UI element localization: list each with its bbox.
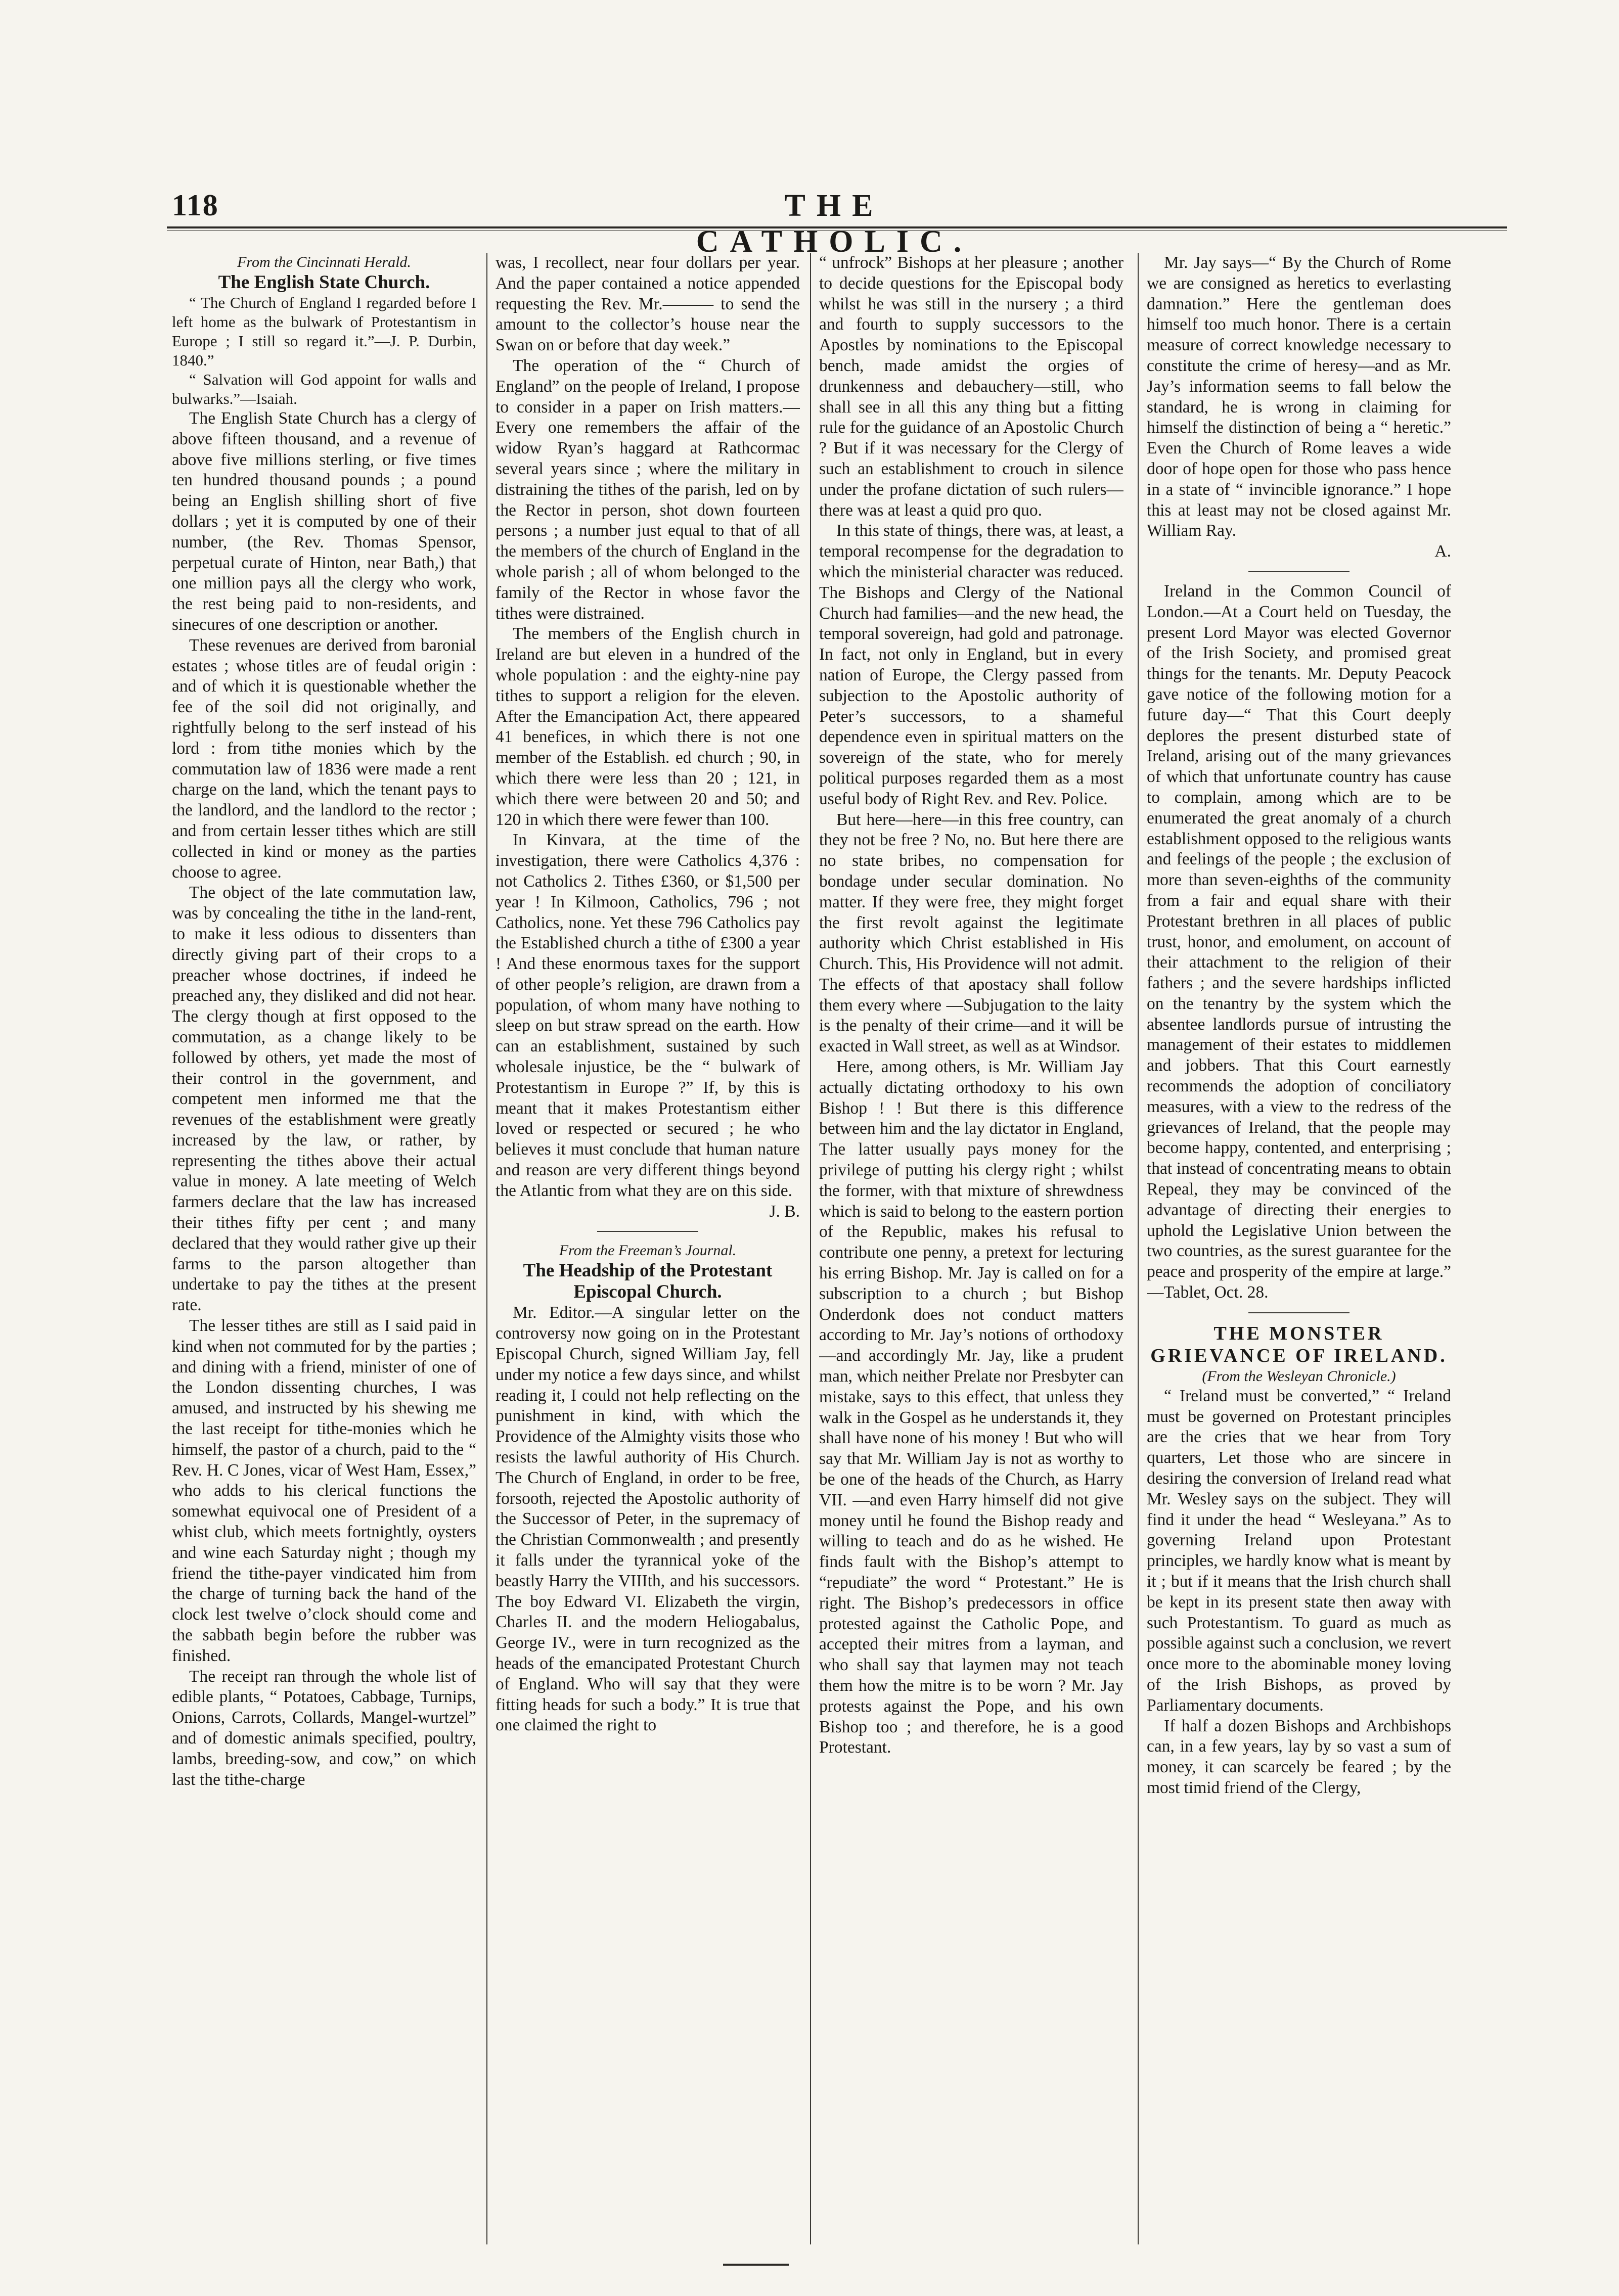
- paragraph: Here, among others, is Mr. William Jay actually dictating orthodoxy to his own Bishop ! ! But there is this difference between him and the lay dictator in England, The latter usually pays money for the privilege of putting his clergy right ; whilst the former, with that mixture of shrewdness which is said to belong to the eastern portion of the Republic, makes his refusal to contribute one penny, a pretext for lecturing his erring Bishop. Mr. Jay is called on for a subscription to a church ; but Bishop Onderdonk does not conduct matters according to Mr. Jay’s notions of orthodoxy—and accordingly Mr. Jay, like a prudent man, which neither Prelate nor Presbyter can mistake, says to this effect, that unless they walk in the Gospel as he understands it, they shall have none of his money ! But who will say that Mr. William Jay is not as worthy to be one of the heads of the Church, as Harry VII. —and even Harry himself did not give money until he found the Bishop ready and willing to teach and do as he wished. He finds fault with the Bishop’s attempt to “repudiate” the word “ Protestant.” He is right. The Bishop’s predecessors in office protested against the Catholic Pope, and accepted their mitres from a layman, and who shall say that laymen may not teach them how the mitre is to be worn ? Mr. Jay protests against the Pope, and his own Bishop too ; and therefore, he is a good Protestant.: [819, 1058, 1123, 1757]
- paragraph: Ireland in the Common Council of London.—At a Court held on Tuesday, the present Lord Mayor was elected Governor of the Irish Society, and promised great things for the tenants. Mr. Deputy Peacock gave notice of the following motion for a future day—“ That this Court deeply deplores the present disturbed state of Ireland, arising out of the many grievances of which that unfortunate country has cause to complain, among which are to be enumerated the great anomaly of a church establishment opposed to the religious wants and feelings of the people ; the exclusion of more than seven-eighths of the community from a fair and equal share with their Protestant brethren in all places of public trust, honor, and emolument, on account of their attachment to the religion of their fathers ; and the severe hardships inflicted on the tenantry by the system which the absentee landlords pursue of intrusting the management of their estates to middlemen and jobbers. That this Court earnestly recommends the adoption of conciliatory measures, with a view to the redress of the grievances of Ireland, that the people may become happy, contented, and enterprising ; that instead of concentrating means to obtain Repeal, they may be convinced of the advantage of directing their energies to uphold the Legislative Union between the two countries, as the surest guarantee for the peace and prosperity of the empire at large.” —Tablet, Oct. 28.: [1147, 581, 1451, 1302]
- paragraph: “ Ireland must be converted,” “ Ireland must be governed on Protestant principles are the cries that we hear from Tory quarters, Let those who are sincere in desiring the conversion of Ireland read what Mr. Wesley says on the subject. They will find it under the head “ Wesleyana.” As to governing Ireland upon Protestant principles, we hardly know what is meant by it ; but if it means that the Irish church shall be kept in its present state then away with such Protestantism. To guard as much as possible against such a conclusion, we revert once more to the abominable money loving of the Irish Bishops, as proved by Parliamentary documents.: [1147, 1386, 1451, 1715]
- paragraph: The receipt ran through the whole list of edible plants, “ Potatoes, Cabbage, Turnips, Onions, Carrots, Collards, Mangel-wurtzel” and of domestic animals specified, poultry, lambs, breeding-sow, and cow,” on which last the tithe-charge: [172, 1667, 476, 1789]
- epigraph: “ The Church of England I regarded before I left home as the bulwark of Protestantism in Europe ; I still so regard it.”—J. P. Durbin, 1840.”: [172, 294, 476, 369]
- article-separator: [597, 1231, 698, 1232]
- paragraph: The object of the late commutation law, was by concealing the tithe in the land-rent, to make it less odious to dissenters than directly giving part of their crops to a preacher whose doctrines, if indeed he preached any, they disliked and did not hear. The clergy though at first opposed to the commutation, as a change likely to be followed by others, yet made the most of their control in the government, and competent men informed me that the revenues of the establishment were greatly increased by the law, or rather, by representing the tithes above their actual value in money. A late meeting of Welch farmers declare that the law has increased their tithes fifty per cent ; and many declared that they would rather give up their farms to the parson altogether than undertake to pay the tithes at the present rate.: [172, 883, 476, 1315]
- article-separator: [1248, 1312, 1350, 1313]
- article-heading: The Headship of the Protestant Episcopal Church.: [523, 1260, 773, 1303]
- article-heading: The English State Church.: [218, 272, 430, 293]
- column-1: [172, 253, 476, 2255]
- column-2: [496, 253, 800, 2255]
- paragraph: The lesser tithes are still as I said paid in kind when not commuted for by the parties ; and dining with a friend, minister of one of the London dissenting churches, I was amused, and instructed by his shewing me the last receipt for tithe-monies which he himself, the pastor of a church, paid to the “ Rev. H. C Jones, vicar of West Ham, Essex,” who adds to his clerical functions the somewhat equivocal one of President of a whist club, which meets fortnightly, oysters and wine each Saturday night ; though my friend the tithe-payer vindicated him from the charge of turning back the hand of the clock lest twelve o’clock should come and the sabbath begin before the rubber was finished.: [172, 1316, 476, 1665]
- footer-rule: [723, 2264, 789, 2266]
- signature: A.: [1434, 542, 1451, 561]
- article-source: From the Freeman’s Journal.: [559, 1242, 737, 1259]
- article-separator: [1248, 571, 1350, 572]
- paragraph: The operation of the “ Church of England” on the people of Ireland, I propose to consider in a paper on Irish matters.—Every one remembers the affair of the widow Ryan’s haggard at Rathcormac several years since ; where the military in distraining the tithes of the parish, led on by the Rector in person, shot down fourteen persons ; a number just equal to that of all the members of the church of England in the whole parish ; all of whom belonged to the family of the Rector in whose favor the tithes were distrained.: [496, 356, 800, 623]
- paragraph: The English State Church has a clergy of above fifteen thousand, and a revenue of above five millions sterling, or five times ten hundred thousand pounds ; a pound being an English shilling short of five dollars ; yet it is computed by one of their number, (the Rev. Thomas Spensor, perpetual curate of Hinton, near Bath,) that one million pays all the clergy who work, the rest being paid to non-residents, and sinecures of one description or another.: [172, 409, 476, 634]
- column-3: [819, 253, 1123, 2255]
- paragraph: In this state of things, there was, at least, a temporal recompense for the degradation to which the ministerial character was reduced. The Bishops and Clergy of the National Church had families—and the new head, the temporal sovereign, had gold and patronage. In fact, not only in England, but in every nation of Europe, the Clergy passed from subjection to the Apostolic authority of Peter’s successors, to a shameful dependence even in spiritual matters on the sovereign of the state, who for merely political purposes regarded them as a most useful body of Right Rev. and Rev. Police.: [819, 521, 1123, 808]
- paragraph: was, I recollect, near four dollars per year. And the paper contained a notice appended requesting the Rev. Mr.——— to send the amount to the collector’s house near the Swan on or before that day week.”: [496, 253, 800, 355]
- article-heading: THE MONSTER GRIEVANCE OF IRELAND.: [1150, 1322, 1448, 1366]
- page-number: 118: [172, 189, 219, 222]
- masthead-title: THE CATHOLIC.: [696, 189, 973, 259]
- column-divider: [486, 253, 487, 2244]
- article-source: (From the Wesleyan Chronicle.): [1202, 1367, 1396, 1385]
- paragraph: These revenues are derived from baronial estates ; whose titles are of feudal origin : and of which it is questionable whether the fee of the soil did not originally, and rightfully belong to the serf instead of his lord : from tithe monies which by the commutation law of 1836 were made a rent charge on the land, which the tenant pays to the landlord, and the landlord to the rector ; and from certain lesser tithes which are still collected in kind or money as the parties choose to agree.: [172, 635, 476, 882]
- paragraph: Mr. Editor.—A singular letter on the controversy now going on in the Protestant Episcopal Church, signed William Jay, fell under my notice a few days since, and whilst reading it, I could not help reflecting on the punishment in kind, with which the Providence of the Almighty visits those who resists the lawful authority of His Church. The Church of England, in order to be free, forsooth, rejected the Apostolic authority of the Successor of Peter, in the supremacy of the Christian Commonwealth ; and presently it falls under the tyrannical yoke of the beastly Harry the VIIIth, and his successors. The boy Edward VI. Elizabeth the virgin, Charles II. and the modern Heliogabalus, George IV., were in turn recognized as the heads of the emancipated Protestant Church of England. Who will say that they were fitting heads for such a body.” It is true that one claimed the right to: [496, 1303, 800, 1735]
- column-divider: [810, 253, 811, 2244]
- header-rule: [167, 226, 1507, 228]
- article-source: From the Cincinnati Herald.: [237, 254, 411, 270]
- epigraph: “ Salvation will God appoint for walls and bulwarks.”—Isaiah.: [172, 371, 476, 407]
- paragraph: If half a dozen Bishops and Archbishops can, in a few years, lay by so vast a sum of money, it can scarcely be feared ; by the most timid friend of the Clergy,: [1147, 1716, 1451, 1797]
- paragraph: “ unfrock” Bishops at her pleasure ; another to decide questions for the Episcopal body whilst he was still in the nursery ; a third and fourth to supply successors to the Apostles by nominations to the Episcopal bench, made amidst the orgies of drunkenness and debauchery—still, who shall see in all this any thing but a fitting rule for the guidance of an Apostolic Church ? But if it was necessary for the Clergy of such an establishment to crouch in silence under the profane dictation of such rulers—there was at least a quid pro quo.: [819, 253, 1123, 520]
- paragraph: In Kinvara, at the time of the investigation, there were Catholics 4,376 : not Catholics 2. Tithes £360, or $1,500 per year ! In Kilmoon, Catholics, 796 ; not Catholics, none. Yet these 796 Catholics pay the Established church a tithe of £300 a year ! And these enormous taxes for the support of other people’s religion, are drawn from a population, of whom many have nothing to sleep on but straw spread on the earth. How can an establishment, sustained by such wholesale injustice, be the “ bulwark of Protestantism in Europe ?” If, by this is meant that it makes Protestantism either loved or respected or secured ; he who believes it must conclude that human nature and reason are very different things beyond the Atlantic from what they are on this side.: [496, 831, 800, 1200]
- paragraph: The members of the English church in Ireland are but eleven in a hundred of the whole population : and the eighty-nine pay tithes to support a religion for the eleven. After the Emancipation Act, there appeared 41 benefices, in which there is not one member of the Establish. ed church ; 90, in which there were less than 20 ; 121, in which there were between 20 and 50; and 120 in which there were fewer than 100.: [496, 624, 800, 829]
- paragraph: But here—here—in this free country, can they not be free ? No, no. But here there are no state bribes, no compensation for bondage under secular domination. No matter. If they were free, they might forget the first revolt against the legitimate authority which Christ established in His Church. This, His Providence will not admit. The effects of that apostacy shall follow them every where —Subjugation to the laity is the penalty of their crime—and it will be exacted in Wall street, as well as at Windsor.: [819, 810, 1123, 1056]
- column-4: [1147, 253, 1451, 2255]
- signature: J. B.: [769, 1202, 800, 1221]
- paragraph: Mr. Jay says—“ By the Church of Rome we are consigned as heretics to everlasting damnation.” Here the gentleman does himself too much honor. There is a certain measure of correct knowledge necessary to constitute the crime of heresy—and as Mr. Jay’s information seems to fall below the standard, he is wrong in claiming for himself the distinction of being a “ heretic.” Even the Church of Rome leaves a wide door of hope open for those who pass hence in a state of “ invincible ignorance.” I hope this at least may not be closed against Mr. William Ray.: [1147, 253, 1451, 540]
- column-divider: [1138, 253, 1139, 2244]
